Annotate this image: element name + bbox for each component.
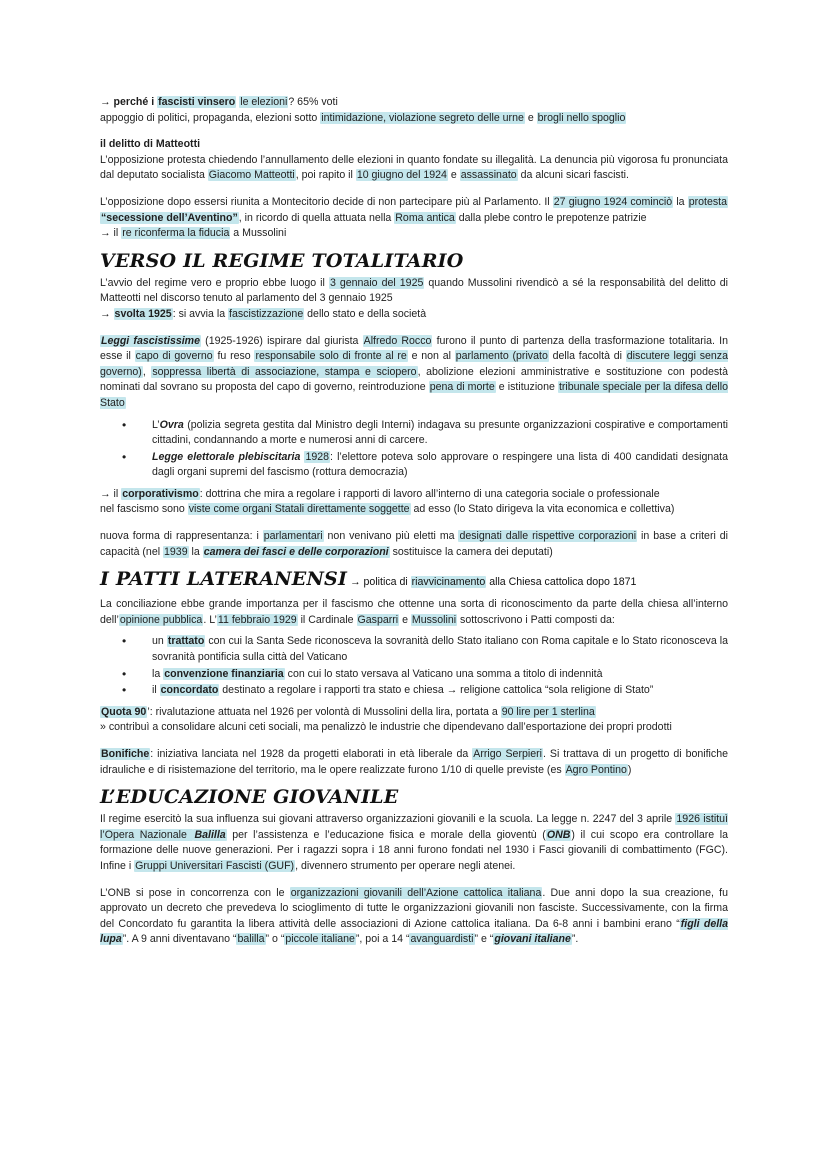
matteotti-heading: il delitto di Matteotti xyxy=(100,138,201,151)
highlight-discutere-leggi: discutere leggi senza governo) xyxy=(100,350,728,378)
text-run: il Cardinale xyxy=(297,613,357,626)
highlight-bonifiche: Bonifiche xyxy=(101,748,150,760)
highlight-elezioni: le elezioni xyxy=(240,96,288,108)
text-run: la xyxy=(673,195,688,208)
highlight-corporativismo: corporativismo xyxy=(122,487,199,500)
highlight-organi-statali: viste come organi Statali direttamente soggette xyxy=(188,503,410,516)
highlight-arrigo-serpieri: Arrigo Serpieri xyxy=(473,748,542,760)
text-run: della facoltà di xyxy=(548,350,626,363)
text-run: ”, poi a 14 “ xyxy=(355,933,410,946)
highlight-pena-morte: pena di morte xyxy=(429,381,495,394)
highlight-brogli: brogli nello spoglio xyxy=(537,111,626,124)
highlight-responsabile-re: responsabile solo di fronte al re xyxy=(255,350,407,363)
highlight-alfredo-rocco: Alfredo Rocco xyxy=(363,334,432,347)
text-run: , abolizione elezioni amministrative e sostituzione con podestà nominati dal sovrano su proposta del capo di governo, reintroduzione xyxy=(100,365,728,394)
educazione-paragraph-1 xyxy=(100,812,728,874)
highlight-90-lire: 90 lire per 1 sterlina xyxy=(501,705,595,718)
text-run: e xyxy=(524,111,537,124)
text-run: → xyxy=(100,307,114,320)
text-run: con cui la Santa Sede riconosceva la sovranità dello Stato italiano con Roma capitale e lo Stato riconosceva la sovranità pontificia sulla città del Vaticano xyxy=(152,635,728,664)
text-run: la xyxy=(188,545,203,558)
highlight-date-1924: 10 giugno del 1924 xyxy=(356,169,447,182)
text-run: : dottrina che mira a regolare i rapporti di lavoro all’interno di una categoria sociale o professionale xyxy=(199,487,660,500)
list-item-trattato xyxy=(152,634,728,665)
highlight-azione-cattolica: organizzazioni giovanili dell’Azione cattolica italiana xyxy=(290,886,542,899)
bonifiche-paragraph xyxy=(100,747,728,778)
quota-90-paragraph xyxy=(100,705,728,736)
text-run: . Si trattava di un progetto di bonifiche idrauliche e di risistemazione del territorio, ma le opere realizzate furono 1/10 di quelle previste (es xyxy=(100,748,728,776)
highlight-tribunale-speciale: tribunale speciale per la difesa dello Stato xyxy=(100,381,728,409)
text-run: fu reso xyxy=(213,350,255,363)
highlight-intimidazione: intimidazione, violazione segreto delle urne xyxy=(321,111,524,124)
highlight-onb: ONB xyxy=(546,828,571,841)
patti-title-note xyxy=(347,576,636,588)
list-item-ovra xyxy=(152,418,728,449)
text-run: : iniziativa lanciata nel 1928 da progetti elaborati in età liberale da xyxy=(150,748,473,760)
highlight-figli-lupa: figli della lupa xyxy=(100,917,728,946)
text-run: alla Chiesa cattolica dopo 1871 xyxy=(486,576,637,589)
text-run: a Mussolini xyxy=(230,227,287,240)
text-run: sottoscrivono i Patti composti da: xyxy=(457,613,615,626)
highlight-quota-90: Quota 90 xyxy=(101,705,147,718)
highlight-avanguardisti: avanguardisti xyxy=(410,933,474,946)
text-run: ”. xyxy=(571,933,579,946)
text-run: la xyxy=(152,667,164,680)
highlight-balilla-age: balilla xyxy=(237,933,265,946)
list-item-convenzione xyxy=(152,667,728,683)
text-run: e xyxy=(399,613,411,626)
text-run: ) il cui scopo era controllare la formazione delle nuove generazioni. Per i ragazzi sopra i 18 anni furono fondati nel 1930 i Fasci giovanili di combattimento (FGC). Infine i xyxy=(100,828,728,872)
text-run: ”. A 9 anni diventavano “ xyxy=(122,933,237,946)
text-run: Il regime esercitò la sua influenza sui giovani attraverso organizzazioni giovanili e la scuola. La legge n. 2247 del 3 aprile xyxy=(100,813,676,826)
text-run: → il xyxy=(100,487,122,500)
question-bold: perché i xyxy=(113,96,158,108)
text-run: . Due anni dopo la sua creazione, fu approvato un decreto che prevedeva lo scioglimento di tutte le organizzazioni giovanili non fasciste. Successivamente, con la firma del Concordato fu garantita la libera attività delle associazioni di Azione cattolica italiana. Da 6-8 anni i bambini erano “ xyxy=(100,886,728,930)
text-run: : si avvia la xyxy=(172,307,229,320)
educazione-paragraph-2 xyxy=(100,886,728,948)
text-run: nuova forma di rappresentanza: i xyxy=(100,530,263,543)
highlight-protesta: protesta xyxy=(688,195,727,208)
text-run: destinato a regolare i rapporti tra stato e chiesa → religione cattolica “sola religione di Stato” xyxy=(219,684,654,697)
highlight-11-febbraio: 11 febbraio 1929 xyxy=(217,613,297,626)
matteotti-paragraph-2 xyxy=(100,195,728,242)
highlight-aventino: “secessione dell’Aventino” xyxy=(101,211,238,224)
highlight-parlamento: parlamento (privato xyxy=(455,350,548,363)
text-run: appoggio di politici, propaganda, elezioni sotto xyxy=(100,111,321,124)
text-run: L’ xyxy=(152,418,160,431)
text-run: da alcuni sicari fascisti. xyxy=(517,169,629,182)
highlight-fascistizzazione: fascistizzazione xyxy=(229,307,304,320)
text-run: : l’elettore poteva solo approvare o respingere una lista di 400 candidati designata dagli organi supremi del fascismo (rottura democrazia) xyxy=(152,450,728,479)
question-tail: ? 65% voti xyxy=(288,96,338,108)
highlight-riavvicinamento: riavvicinamento xyxy=(411,576,486,589)
highlight-camera-fasci: camera dei fasci e delle corporazioni xyxy=(203,545,389,558)
text-run: dello stato e della società xyxy=(304,307,427,320)
highlight-roma-antica: Roma antica xyxy=(395,211,455,224)
highlight-1926-onb: 1926 istituì l’Opera Nazionale xyxy=(100,813,728,841)
highlight-fascisti-vinsero: fascisti vinsero xyxy=(158,96,236,108)
arrow-text: → xyxy=(100,96,114,108)
list-item-legge-elettorale xyxy=(152,450,728,481)
text-run: in base a criteri di capacità (nel xyxy=(100,530,728,558)
patti-bullet-list xyxy=(100,634,728,698)
text-run: ’: rivalutazione attuata nel 1926 per volontà di Mussolini della lira, portata a xyxy=(147,705,501,718)
highlight-agro-pontino: Agro Pontino xyxy=(565,763,627,776)
text-run: dalla plebe contro le prepotenze patrizie xyxy=(455,211,647,224)
text-run: ) xyxy=(627,763,632,776)
highlight-1939: 1939 xyxy=(164,545,188,558)
text-run: quando Mussolini rivendicò a sé la responsabilità del delitto di Matteotti nel discorso tenuto al parlamento del 3 gennaio 1925 xyxy=(100,276,728,305)
text-run: un xyxy=(152,635,167,648)
text-run: , xyxy=(142,365,152,378)
highlight-convenzione: convenzione finanziaria xyxy=(164,667,284,680)
highlight-designati-corporazioni: designati dalle rispettive corporazioni xyxy=(459,530,637,543)
text-run: , in ricordo di quella attuata nella xyxy=(238,211,395,224)
highlight-re-fiducia: re riconferma la fiducia xyxy=(122,227,230,240)
highlight-assassinato: assassinato xyxy=(460,169,517,182)
highlight-giacomo-matteotti: Giacomo Matteotti xyxy=(208,169,295,182)
text-run: ad esso (lo Stato dirigeva la vita economica e collettiva) xyxy=(410,503,675,516)
highlight-capo-governo: capo di governo xyxy=(135,350,213,363)
text-run: furono il punto di partenza della trasformazione totalitaria. In esse il xyxy=(100,334,728,363)
text-run: → politica di xyxy=(347,576,411,589)
text-run: ” o “ xyxy=(265,933,285,946)
patti-paragraph-1 xyxy=(100,597,728,628)
text-run: con cui lo stato versava al Vaticano una somma a titolo di indennità xyxy=(284,667,603,680)
highlight-guf: Gruppi Universitari Fascisti (GUF) xyxy=(135,859,295,872)
text-run: . L’ xyxy=(203,613,217,626)
text-run: (1925-1926) ispirare dal giurista xyxy=(200,334,363,347)
text-run: non venivano più eletti ma xyxy=(323,530,459,543)
highlight-parlamentari: parlamentari xyxy=(263,530,323,543)
text-run: sostituisce la camera dei deputati) xyxy=(389,545,553,558)
corporativismo-paragraph xyxy=(100,487,728,518)
text-run: e xyxy=(447,169,460,182)
highlight-piccole-italiane: piccole italiane xyxy=(285,933,355,946)
text-run: » contribuì a consolidare alcuni ceti sociali, ma penalizzò le industrie che dipendevano dall’esportazione dei propri prodotti xyxy=(100,721,672,734)
ovra-term: Ovra xyxy=(159,418,184,431)
highlight-opinione-pubblica: opinione pubblica xyxy=(119,613,203,626)
highlight-soppressa-liberta: soppressa libertà di associazione, stampa e sciopero xyxy=(152,365,417,378)
text-run: e non al xyxy=(407,350,455,363)
text-run: L’ONB si pose in concorrenza con le xyxy=(100,886,290,899)
highlight-trattato: trattato xyxy=(167,635,205,648)
legge-elettorale-term: Legge elettorale plebiscitaria xyxy=(152,450,301,463)
text-run: L’avvio del regime vero e proprio ebbe luogo il xyxy=(100,276,329,289)
text-run: ” e “ xyxy=(474,933,494,946)
text-run: (polizia segreta gestita dal Ministro degli Interni) indagava su presunte organizzazioni cospirative e comportamenti cittadini, condannando a morte e numerosi anni di carcere. xyxy=(152,418,728,447)
highlight-giovani-italiane: giovani italiane xyxy=(494,933,571,946)
election-question xyxy=(100,95,728,111)
highlight-27-giugno: 27 giugno 1924 cominciò xyxy=(553,195,673,208)
highlight-svolta-1925: svolta 1925 xyxy=(114,307,172,320)
rappresentanza-paragraph xyxy=(100,529,728,560)
list-item-concordato xyxy=(152,683,728,699)
text-run: per l’assistenza e l’educazione fisica e morale della gioventù ( xyxy=(226,828,546,841)
text-run: L’opposizione dopo essersi riunita a Montecitorio decide di non partecipare più al Parlamento. Il xyxy=(100,195,553,208)
highlight-mussolini: Mussolini xyxy=(411,613,457,626)
regime-paragraph-1 xyxy=(100,276,728,323)
highlight-gasparri: Gasparri xyxy=(357,613,399,626)
text-run: La conciliazione ebbe grande importanza per il fascismo che ottenne una sorta di riconoscimento da parte della chiesa all’interno dell’ xyxy=(100,598,728,626)
section-title-patti xyxy=(100,568,728,593)
text-run: → il xyxy=(100,227,122,240)
section-title-regime: VERSO IL REGIME TOTALITARIO xyxy=(100,249,464,272)
highlight-concordato: concordato xyxy=(160,684,219,697)
text-run: , divennero strumento per operare negli atenei. xyxy=(295,859,516,872)
highlight-balilla: Balilla xyxy=(194,828,226,841)
text-run: , poi rapito il xyxy=(295,169,356,182)
text-run: e istituzione xyxy=(495,381,558,394)
highlight-3-gennaio: 3 gennaio del 1925 xyxy=(329,276,424,289)
highlight-leggi-fascistissime: Leggi fascistissime xyxy=(101,334,200,347)
highlight-1928: 1928 xyxy=(305,450,330,463)
election-reasons xyxy=(100,111,728,127)
regime-paragraph-2 xyxy=(100,334,728,412)
text-run: il xyxy=(152,684,160,697)
regime-bullet-list xyxy=(100,418,728,481)
patti-title-text: I PATTI LATERANENSI xyxy=(100,568,348,591)
text-run: L’opposizione protesta chiedendo l’annullamento delle elezioni in quanto fondate su illegalità. La denuncia più vigorosa fu pronunciata dal deputato socialista xyxy=(100,153,728,182)
matteotti-paragraph-1 xyxy=(100,153,728,184)
text-run: nel fascismo sono xyxy=(100,503,188,516)
section-title-educazione: L’EDUCAZIONE GIOVANILE xyxy=(100,786,399,809)
